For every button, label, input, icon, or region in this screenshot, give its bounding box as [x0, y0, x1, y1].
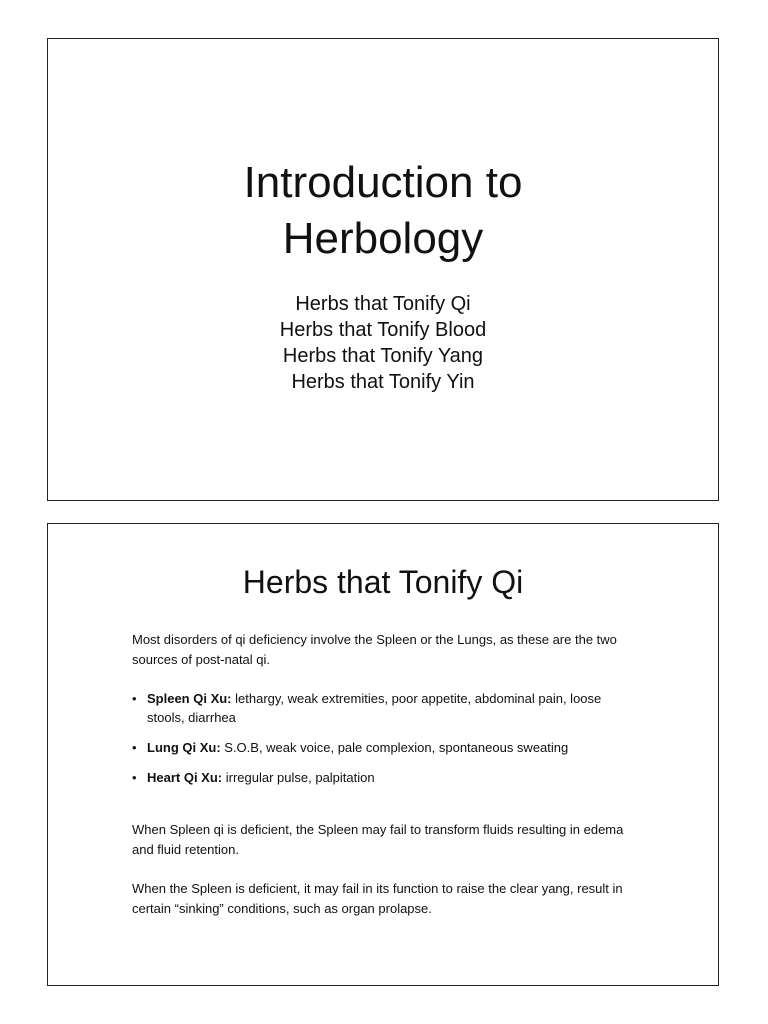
intro-paragraph: Most disorders of qi deficiency involve the Spleen or the Lungs, as these are the two sources of post-natal qi. — [132, 632, 617, 667]
bullet-description: irregular pulse, palpitation — [222, 770, 375, 785]
bullet-term: Lung Qi Xu: — [147, 740, 221, 755]
bullet-term: Heart Qi Xu: — [147, 770, 223, 785]
bullet-icon: • — [132, 770, 137, 785]
bullet-icon: • — [132, 740, 137, 755]
topic-item: Herbs that Tonify Yin — [291, 371, 475, 393]
edema-paragraph: When Spleen qi is deficient, the Spleen may fail to transform fluids resulting in edema and fluid retention. — [132, 822, 624, 857]
bullet-icon: • — [132, 691, 137, 706]
slide-1-title-line-1: Introduction to — [243, 158, 523, 207]
slide-2 — [47, 523, 719, 986]
sinking-paragraph: When the Spleen is deficient, it may fail in its function to raise the clear yang, result in certain “sinking” conditions, such as organ prolapse. — [132, 881, 623, 916]
bullet-item-heart-qi-xu — [132, 768, 642, 787]
slide-1 — [47, 38, 719, 501]
topic-list — [48, 291, 718, 395]
bullet-description: lethargy, weak extremities, poor appetite, abdominal pain, loose stools, diarrhea — [147, 691, 602, 725]
bullet-item-lung-qi-xu — [132, 738, 642, 757]
bullet-description: S.O.B, weak voice, pale complexion, spontaneous sweating — [220, 740, 569, 755]
slide-1-title-line-2: Herbology — [282, 214, 484, 263]
slide-1-title — [48, 155, 718, 267]
topic-item: Herbs that Tonify Yang — [282, 345, 484, 367]
slide-2-title: Herbs that Tonify Qi — [242, 564, 524, 600]
bullet-item-spleen-qi-xu — [132, 689, 642, 727]
qi-xu-bullet-list — [132, 689, 642, 798]
topic-item: Herbs that Tonify Qi — [295, 293, 471, 315]
bullet-term: Spleen Qi Xu: — [147, 691, 232, 706]
topic-item: Herbs that Tonify Blood — [279, 319, 487, 341]
